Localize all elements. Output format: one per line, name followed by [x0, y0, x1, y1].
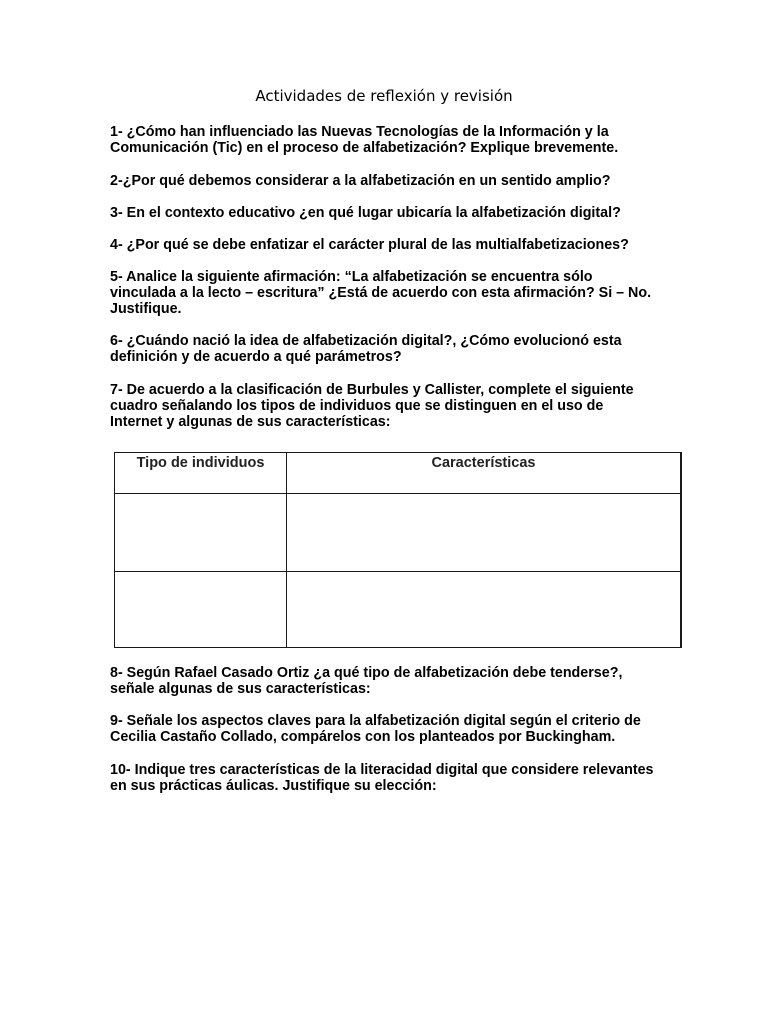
question-9: 9- Señale los aspectos claves para la alfabetización digital según el criterio de Cecilia Castaño Collado, compárelos con los planteados por Buckingham. [110, 713, 641, 746]
table-cell-tipo[interactable] [115, 494, 287, 572]
table-row [115, 572, 682, 648]
header-tipo-de-individuos: Tipo de individuos [115, 453, 287, 494]
table-cell-tipo[interactable] [115, 572, 287, 648]
question-5: 5- Analice la siguiente afirmación: “La alfabetización se encuentra sólo vinculada a la lecto – escritura” ¿Está de acuerdo con esta afirmación? Si – No. Justifique. [110, 269, 652, 318]
question-4: 4- ¿Por qué se debe enfatizar el carácter plural de las multialfabetizaciones? [110, 237, 629, 253]
question-2: 2-¿Por qué debemos considerar a la alfabetización en un sentido amplio? [110, 173, 611, 189]
individuals-table-grid [114, 452, 682, 648]
header-caracteristicas: Características [287, 453, 682, 494]
question-8: 8- Según Rafael Casado Ortiz ¿a qué tipo de alfabetización debe tenderse?, señale algunas de sus características: [110, 665, 623, 698]
question-10: 10- Indique tres características de la literacidad digital que considere relevantes en sus prácticas áulicas. Justifique su elección: [110, 762, 654, 795]
question-1: 1- ¿Cómo han influenciado las Nuevas Tecnologías de la Información y la Comunicación (Tic) en el proceso de alfabetización? Explique brevemente. [110, 124, 619, 157]
table-header-row [115, 453, 682, 494]
question-3: 3- En el contexto educativo ¿en qué lugar ubicaría la alfabetización digital? [110, 205, 621, 221]
table-row [115, 494, 682, 572]
question-6: 6- ¿Cuándo nació la idea de alfabetización digital?, ¿Cómo evolucionó esta definición y de acuerdo a qué parámetros? [110, 333, 622, 366]
document-title: Actividades de reflexión y revisión [255, 87, 513, 105]
table-cell-caracteristicas[interactable] [287, 572, 682, 648]
table-cell-caracteristicas[interactable] [287, 494, 682, 572]
individuals-table [114, 452, 682, 646]
question-7: 7- De acuerdo a la clasificación de Burbules y Callister, complete el siguiente cuadro señalando los tipos de individuos que se distinguen en el uso de Internet y algunas de sus características: [110, 382, 634, 431]
